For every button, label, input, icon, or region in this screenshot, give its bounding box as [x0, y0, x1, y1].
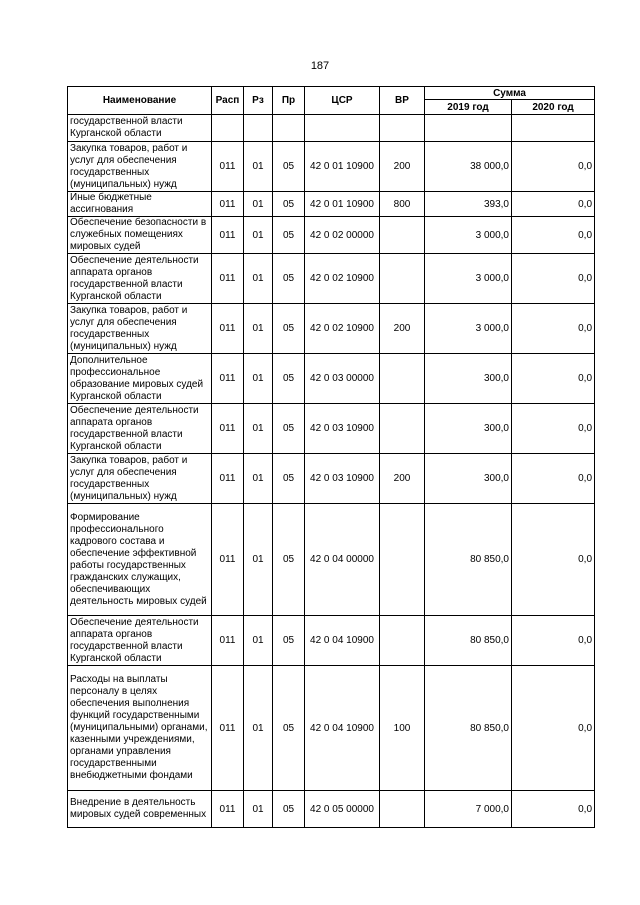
cell-name: Дополнительное профессиональное образование мировых судей Курганской области	[68, 354, 212, 404]
cell-csr: 42 0 01 10900	[305, 142, 380, 192]
cell-rz: 01	[244, 142, 273, 192]
cell-rasp: 011	[212, 404, 244, 454]
cell-pr: 05	[273, 454, 305, 504]
cell-vr: 200	[380, 142, 425, 192]
cell-rz: 01	[244, 791, 273, 828]
header-name: Наименование	[68, 87, 212, 115]
cell-rz: 01	[244, 504, 273, 616]
cell-csr: 42 0 01 10900	[305, 192, 380, 217]
cell-y2020: 0,0	[512, 616, 595, 666]
cell-name: Обеспечение деятельности аппарата органов государственной власти Курганской области	[68, 616, 212, 666]
cell-y2019: 80 850,0	[425, 616, 512, 666]
cell-csr: 42 0 02 10900	[305, 304, 380, 354]
cell-rasp: 011	[212, 504, 244, 616]
cell-csr: 42 0 05 00000	[305, 791, 380, 828]
cell-csr: 42 0 03 10900	[305, 454, 380, 504]
cell-vr	[380, 254, 425, 304]
cell-y2020: 0,0	[512, 504, 595, 616]
cell-pr: 05	[273, 791, 305, 828]
cell-y2020: 0,0	[512, 354, 595, 404]
cell-rasp: 011	[212, 666, 244, 791]
header-pr: Пр	[273, 87, 305, 115]
table-row	[68, 192, 595, 217]
cell-y2019: 38 000,0	[425, 142, 512, 192]
cell-csr: 42 0 04 10900	[305, 616, 380, 666]
cell-rz: 01	[244, 304, 273, 354]
cell-name: Закупка товаров, работ и услуг для обеспечения государственных (муниципальных) нужд	[68, 454, 212, 504]
cell-rasp: 011	[212, 616, 244, 666]
cell-vr	[380, 404, 425, 454]
cell-name: Расходы на выплаты персоналу в целях обеспечения выполнения функций государственными (муниципальными) органами, казенными учреждениями, органами управления государственными внебюджетными фондами	[68, 666, 212, 791]
budget-table	[67, 86, 595, 828]
cell-y2019: 300,0	[425, 454, 512, 504]
table-row	[68, 504, 595, 616]
cell-y2019: 300,0	[425, 404, 512, 454]
cell-rz: 01	[244, 192, 273, 217]
table-row	[68, 254, 595, 304]
cell-rz: 01	[244, 254, 273, 304]
cell-name: государственной власти Курганской области	[68, 115, 212, 142]
cell-csr: 42 0 03 00000	[305, 354, 380, 404]
cell-rasp: 011	[212, 354, 244, 404]
header-csr: ЦСР	[305, 87, 380, 115]
cell-y2020: 0,0	[512, 666, 595, 791]
cell-csr: 42 0 04 10900	[305, 666, 380, 791]
cell-y2020: 0,0	[512, 254, 595, 304]
cell-y2020: 0,0	[512, 217, 595, 254]
cell-y2020: 0,0	[512, 142, 595, 192]
header-vr: ВР	[380, 87, 425, 115]
cell-pr: 05	[273, 142, 305, 192]
cell-vr	[380, 354, 425, 404]
cell-y2020: 0,0	[512, 192, 595, 217]
cell-rasp: 011	[212, 304, 244, 354]
header-2020: 2020 год	[512, 100, 595, 115]
cell-pr: 05	[273, 616, 305, 666]
page-number: 187	[310, 60, 330, 72]
header-rz: Рз	[244, 87, 273, 115]
cell-pr: 05	[273, 217, 305, 254]
cell-rasp: 011	[212, 454, 244, 504]
table-row	[68, 354, 595, 404]
cell-rasp: 011	[212, 142, 244, 192]
cell-name: Обеспечение деятельности аппарата органов государственной власти Курганской области	[68, 254, 212, 304]
cell-name: Обеспечение деятельности аппарата органов государственной власти Курганской области	[68, 404, 212, 454]
table-row-continuation	[68, 115, 595, 142]
cell-pr: 05	[273, 192, 305, 217]
cell-name: Закупка товаров, работ и услуг для обеспечения государственных (муниципальных) нужд	[68, 304, 212, 354]
cell-name: Обеспечение безопасности в служебных помещениях мировых судей	[68, 217, 212, 254]
cell-name: Закупка товаров, работ и услуг для обеспечения государственных (муниципальных) нужд	[68, 142, 212, 192]
cell-vr	[380, 791, 425, 828]
cell-y2020: 0,0	[512, 791, 595, 828]
cell-vr: 800	[380, 192, 425, 217]
cell-rz: 01	[244, 354, 273, 404]
table-row	[68, 454, 595, 504]
cell-csr: 42 0 03 10900	[305, 404, 380, 454]
cell-y2019: 3 000,0	[425, 254, 512, 304]
cell-vr: 200	[380, 304, 425, 354]
cell-rz: 01	[244, 217, 273, 254]
table-row	[68, 304, 595, 354]
cell-rz: 01	[244, 616, 273, 666]
cell-vr	[380, 616, 425, 666]
table-header	[68, 87, 595, 115]
cell-y2019: 3 000,0	[425, 304, 512, 354]
table-body	[68, 115, 595, 828]
cell-vr	[380, 504, 425, 616]
cell-pr: 05	[273, 666, 305, 791]
cell-rasp: 011	[212, 254, 244, 304]
cell-pr: 05	[273, 304, 305, 354]
cell-csr: 42 0 04 00000	[305, 504, 380, 616]
cell-name: Внедрение в деятельность мировых судей современных	[68, 791, 212, 828]
cell-pr: 05	[273, 504, 305, 616]
header-rasp: Расп	[212, 87, 244, 115]
cell-pr: 05	[273, 404, 305, 454]
cell-y2019: 80 850,0	[425, 504, 512, 616]
table-row	[68, 616, 595, 666]
table-row	[68, 666, 595, 791]
cell-vr: 100	[380, 666, 425, 791]
cell-name: Формирование профессионального кадрового состава и обеспечение эффективной работы государственных гражданских служащих, обеспечивающих деятельность мировых судей	[68, 504, 212, 616]
table-row	[68, 791, 595, 828]
cell-y2019: 7 000,0	[425, 791, 512, 828]
cell-y2020: 0,0	[512, 304, 595, 354]
table-row	[68, 142, 595, 192]
cell-name: Иные бюджетные ассигнования	[68, 192, 212, 217]
cell-csr: 42 0 02 00000	[305, 217, 380, 254]
cell-rz: 01	[244, 454, 273, 504]
cell-rasp: 011	[212, 192, 244, 217]
header-sum: Сумма	[425, 87, 595, 100]
table-row	[68, 217, 595, 254]
cell-y2020: 0,0	[512, 404, 595, 454]
cell-vr	[380, 217, 425, 254]
cell-y2019: 300,0	[425, 354, 512, 404]
cell-pr: 05	[273, 354, 305, 404]
cell-vr: 200	[380, 454, 425, 504]
table-row	[68, 404, 595, 454]
cell-pr: 05	[273, 254, 305, 304]
header-2019: 2019 год	[425, 100, 512, 115]
cell-y2019: 3 000,0	[425, 217, 512, 254]
cell-rasp: 011	[212, 217, 244, 254]
cell-csr: 42 0 02 10900	[305, 254, 380, 304]
cell-y2019: 80 850,0	[425, 666, 512, 791]
cell-rz: 01	[244, 666, 273, 791]
cell-y2020: 0,0	[512, 454, 595, 504]
cell-rz: 01	[244, 404, 273, 454]
cell-rasp: 011	[212, 791, 244, 828]
cell-y2019: 393,0	[425, 192, 512, 217]
